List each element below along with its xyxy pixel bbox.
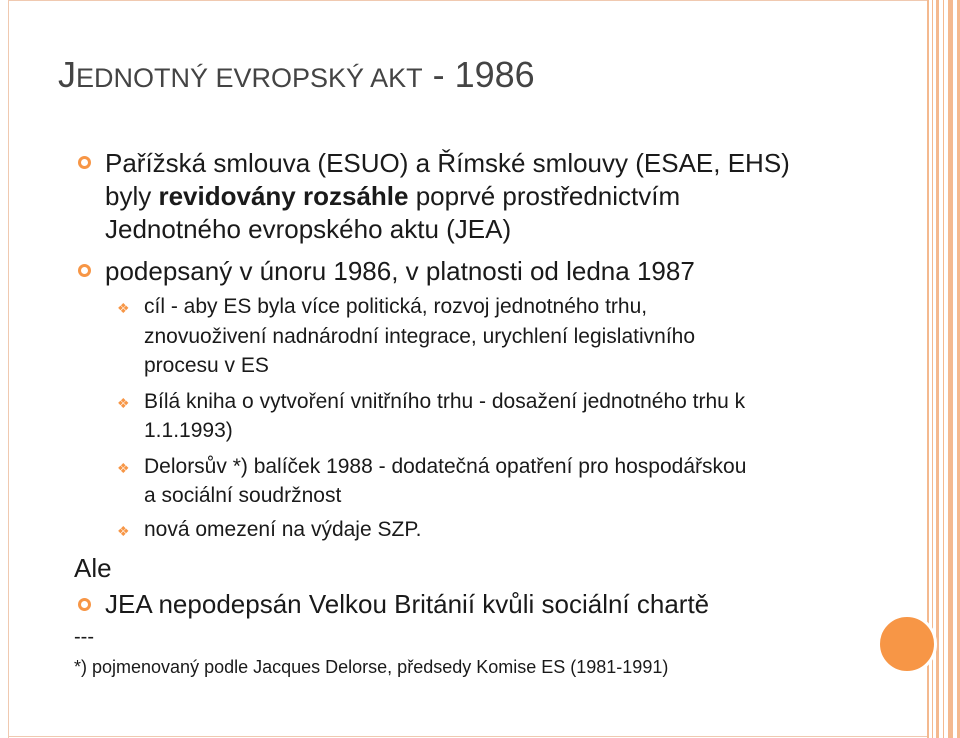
decor-stripe xyxy=(948,0,953,738)
ring-bullet-icon xyxy=(78,598,91,611)
ring-bullet-icon xyxy=(78,156,91,169)
bullet-1-line-2 xyxy=(105,181,680,212)
subbullet-1-line-3: procesu v ES xyxy=(144,354,269,377)
decor-stripe xyxy=(943,0,944,738)
diamond-bullet-icon: ❖ xyxy=(117,395,130,411)
bold-emphasis: revidovány rozsáhle xyxy=(158,181,409,211)
text-span: poprvé prostřednictvím xyxy=(408,181,681,211)
subbullet-4-line-1: nová omezení na výdaje SZP. xyxy=(144,518,422,541)
bullet-2: podepsaný v únoru 1986, v platnosti od ledna 1987 xyxy=(105,256,695,286)
subbullet-2-line-2: 1.1.1993) xyxy=(144,419,233,442)
decor-circle xyxy=(877,614,937,674)
frame-left-line xyxy=(8,0,9,738)
frame-bottom-line xyxy=(8,736,928,737)
ring-bullet-icon xyxy=(78,264,91,277)
separator: --- xyxy=(74,626,94,648)
subbullet-2-line-1: Bílá kniha o vytvoření vnitřního trhu - dosažení jednotného trhu k xyxy=(144,390,746,413)
decor-stripe xyxy=(936,0,939,738)
subbullet-3-line-2: a sociální soudržnost xyxy=(144,484,342,507)
footnote: *) pojmenovaný podle Jacques Delorse, předsedy Komise ES (1981-1991) xyxy=(74,657,669,677)
diamond-bullet-icon: ❖ xyxy=(117,460,130,476)
frame-top-line xyxy=(8,0,928,1)
subbullet-1-line-1: cíl - aby ES byla více politická, rozvoj jednotného trhu, xyxy=(144,295,648,318)
title-year: - 1986 xyxy=(422,54,535,95)
diamond-bullet-icon: ❖ xyxy=(117,523,130,539)
subbullet-1-line-2: znovuoživení nadnárodní integrace, urychlení legislativního xyxy=(144,325,696,348)
diamond-bullet-icon: ❖ xyxy=(117,300,130,316)
ale-bullet: JEA nepodepsán Velkou Británií kvůli sociální chartě xyxy=(105,589,710,619)
title-smallcaps: EDNOTNÝ EVROPSKÝ AKT xyxy=(76,63,423,93)
subbullet-3-line-1: Delorsův *) balíček 1988 - dodatečná opatření pro hospodářskou xyxy=(144,455,747,478)
bullet-1-line-3: Jednotného evropského aktu (JEA) xyxy=(105,214,512,244)
text-span: byly xyxy=(105,181,159,211)
ale-heading: Ale xyxy=(74,553,112,583)
bullet-1-line-1: Pařížská smlouva (ESUO) a Římské smlouvy (ESAE, EHS) xyxy=(105,148,790,178)
title-initial: J xyxy=(58,54,76,95)
slide-title xyxy=(58,54,535,96)
